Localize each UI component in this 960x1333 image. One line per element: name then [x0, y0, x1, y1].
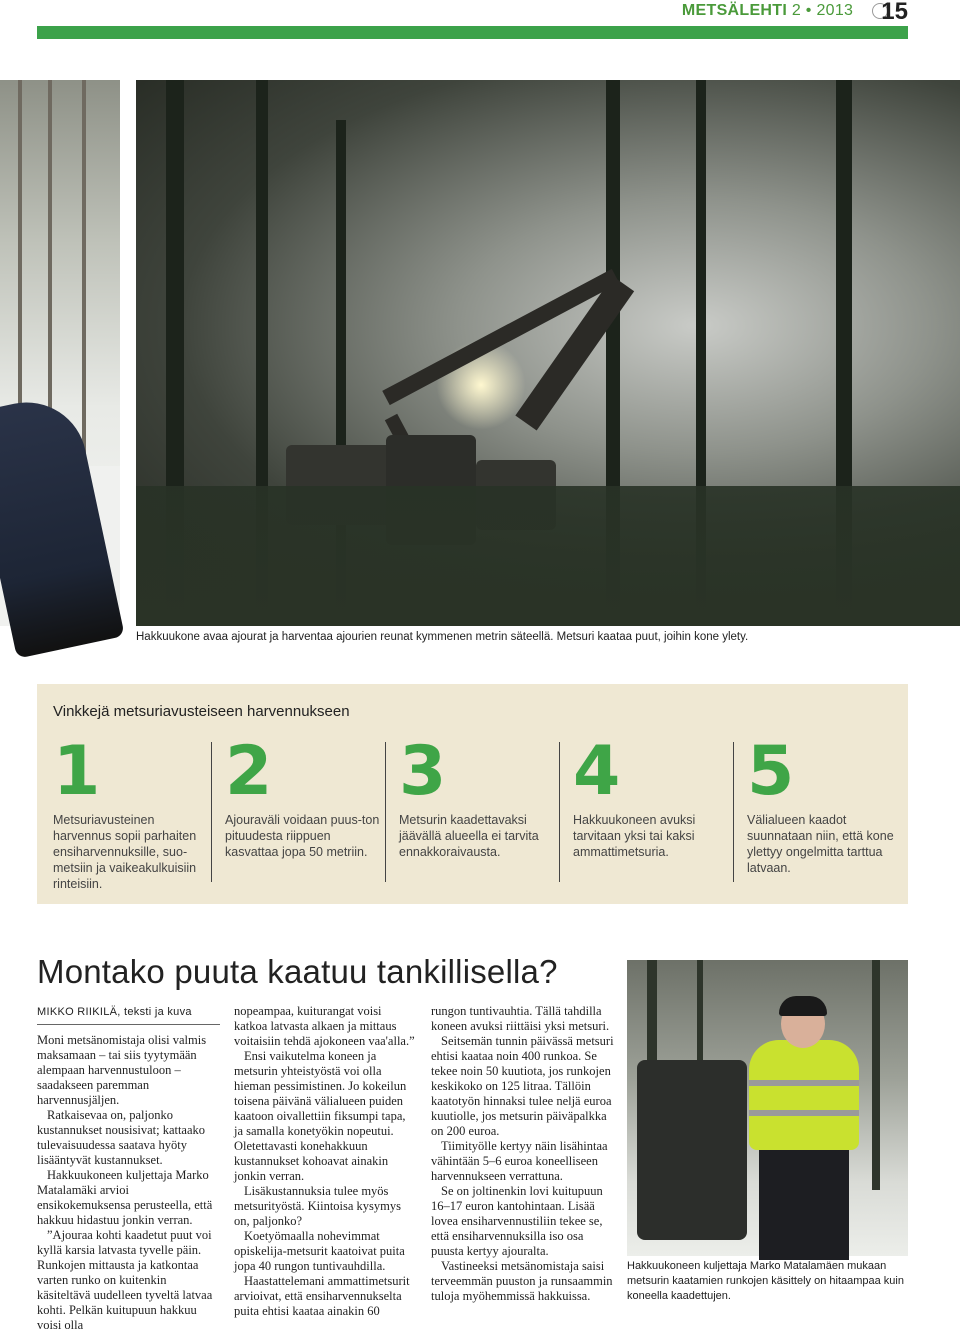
harvester-wheel — [637, 1060, 747, 1240]
paragraph: Moni metsänomistaja olisi valmis maksamaan – tai siis tyytymään alempaan harvennustuloon – saadakseen paremman harvennusjäljen. — [37, 1033, 207, 1107]
knit-cap — [779, 996, 827, 1016]
tip-divider — [385, 742, 386, 882]
page-number: 15 — [881, 0, 908, 25]
issue-label: 2 • 2013 — [791, 2, 854, 19]
article-column-2 — [234, 1004, 417, 1319]
tip-number: 5 — [747, 732, 793, 811]
paragraph: Seitsemän tunnin päivässä metsuri ehtisi kaataa noin 400 runkoa. Se tekee noin 50 kuutiota, jos runkojen keskikoko on 125 litraa. Tällöin kaatotyön hinnaksi tulee neljä euroa kuutiolle, jos metsurin päiväpalkka on 200 euroa. — [431, 1034, 614, 1138]
publication-name: METSÄLEHTI — [681, 2, 788, 19]
hi-vis-jacket — [749, 1040, 859, 1150]
article-headline: Montako puuta kaatuu tankillisella? — [37, 953, 558, 990]
paragraph: Koetyömaalla nohevimmat opiskelija-metsurit kaatoivat puita jopa 40 rungon tuntivauhdilla. — [234, 1229, 405, 1273]
tip-divider — [559, 742, 560, 882]
portrait-caption: Hakkuukoneen kuljettaja Marko Matalamäen mukaan metsurin kaatamien runkojen käsittely on hitaampaa kuin koneella kaadettujen. — [627, 1260, 904, 1302]
paragraph: Ensi vaikutelma koneen ja metsurin yhteistyöstä voi olla hieman pessimistinen. Jo kokeilun toisena päivänä välialueen puiden kaatoon oivallettiin fiksumpi tapa, ja samalla konetyökin nopeutui. Oletettavasti konehakkuun kustannukset kohoavat ainakin jonkin verran. — [234, 1049, 407, 1183]
tips-title: Vinkkejä metsuriavusteiseen harvennukseen — [53, 703, 350, 720]
paragraph: nopeampaa, kuiturangat voisi katkoa latvasta alkaen ja mittaus voitaisiin tehdä ajokoneen vaa'alla.” — [234, 1004, 415, 1048]
paragraph: Ratkaisevaa on, paljonko kustannukset nousisivat; kattaako tulevaisuudessa saatava hyöty lisääntyvät kustannukset. — [37, 1108, 206, 1167]
tip-number: 2 — [225, 732, 271, 811]
side-photo — [0, 80, 120, 626]
operator-figure — [749, 1000, 859, 1250]
tip-divider — [733, 742, 734, 882]
photo-caption: Hakkuukone avaa ajourat ja harventaa ajourien reunat kymmenen metrin säteellä. Metsuri kaataa puut, joihin kone ylety. — [136, 631, 749, 643]
tip-number: 1 — [53, 732, 99, 811]
tip-text: Metsuriavusteinen harvennus sopii parhaiten ensiharvennuksille, suo-metsiin ja vaikeakulkuisiin rinteisiin. — [53, 813, 197, 891]
reflective-stripe — [749, 1110, 859, 1116]
paragraph: ”Ajouraa kohti kaadetut puut voi kyllä karsia latvasta tyvelle päin. Runkojen mittausta ja katkontaa varten runko on kuitenkin käsiteltävä uudelleen tyveltä latvaa kohti. Pelkän kuitupuun hakkuu voisi olla — [37, 1228, 213, 1332]
tree-trunk — [82, 80, 86, 460]
tip-item — [747, 732, 905, 876]
tip-item — [573, 732, 731, 860]
tip-item — [53, 732, 211, 892]
tip-text: Metsurin kaadettavaksi jäävällä alueella ei tarvita ennakkoraivausta. — [399, 813, 539, 859]
tip-text: Ajouraväli voidaan puus-ton pituudesta riippuen kasvattaa jopa 50 metriin. — [225, 813, 380, 859]
paragraph: Vastineeksi metsänomistaja saisi terveemmän puuston ja runsaammin tuloja myöhemmissä hakkuissa. — [431, 1259, 613, 1303]
tip-text: Hakkuukoneen avuksi tarvitaan yksi tai kaksi ammattimetsuria. — [573, 813, 696, 859]
tip-item — [225, 732, 383, 860]
tip-item — [399, 732, 557, 860]
byline: MIKKO RIIKILÄ, teksti ja kuva — [37, 1006, 192, 1018]
paragraph: Lisäkustannuksia tulee myös metsurityöstä. Kiintoisa kysymys on, paljonko? — [234, 1184, 402, 1228]
portrait-photo — [627, 960, 908, 1256]
operator-legs — [759, 1150, 849, 1260]
tips-box — [37, 684, 908, 904]
paragraph: Tiimityölle kertyy näin lisähintaa vähintään 5–6 euroa koneelliseen harvennukseen verrattuna. — [431, 1139, 608, 1183]
paragraph: Se on joltinenkin lovi kuitupuun 16–17 euron kantohintaan. Lisää lovea ensiharvennustiliin tekee se, että ensiharvennuksilla iso osa puusta kertyy ajouralta. — [431, 1184, 603, 1258]
paragraph: rungon tuntivauhtia. Tällä tahdilla koneen avuksi riittäisi yksi metsuri. — [431, 1004, 610, 1033]
byline-rule — [37, 1024, 220, 1025]
tip-number: 3 — [399, 732, 445, 811]
paragraph: Haastattelemani ammattimetsurit arvioivat, että ensiharvennukselta puita ehtisi kaataa ainakin 60 — [234, 1274, 410, 1318]
reflective-stripe — [749, 1080, 859, 1086]
tip-text: Välialueen kaadot suunnataan niin, että kone ylettyy ongelmitta tarttua latvaan. — [747, 813, 894, 875]
harvester-photo — [136, 80, 960, 626]
header-bar — [37, 26, 908, 39]
paragraph: Hakkuukoneen kuljettaja Marko Matalamäki arvioi ensikokemuksensa perusteella, että hakkuu hidastuu jonkin verran. — [37, 1168, 213, 1227]
article-column-1 — [37, 1033, 220, 1333]
tree-trunk — [48, 80, 52, 460]
forest-ground — [136, 486, 960, 626]
tip-number: 4 — [573, 732, 619, 811]
article-column-3 — [431, 1004, 614, 1304]
tip-divider — [211, 742, 212, 882]
tree — [872, 960, 880, 1190]
